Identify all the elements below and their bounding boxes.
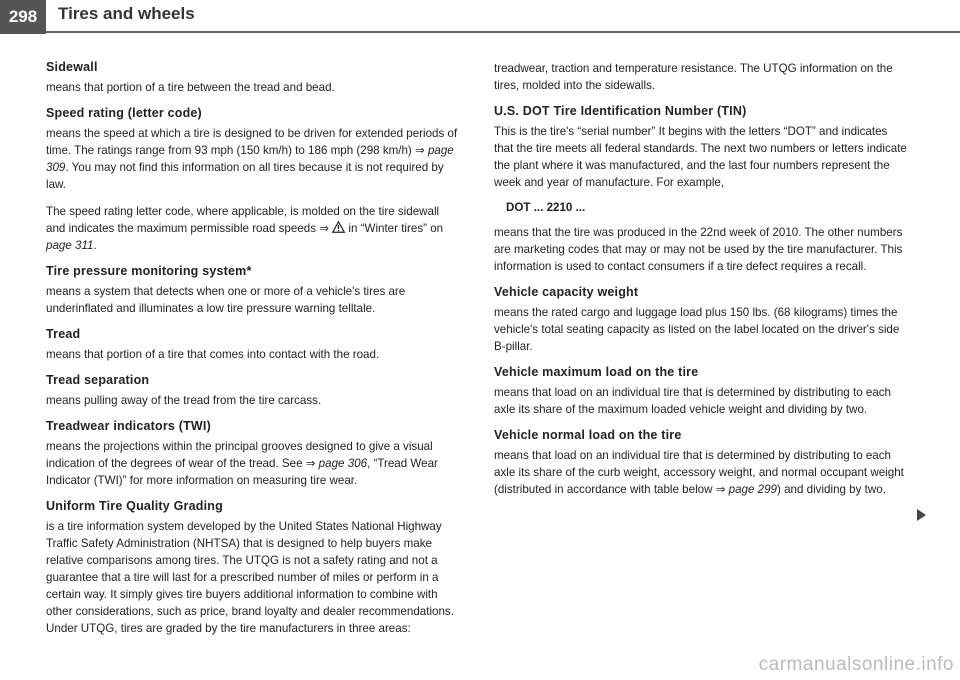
warning-triangle-icon[interactable] [332, 221, 345, 233]
text-speed-rating-2 [46, 203, 460, 254]
section-tread-separation [46, 373, 460, 409]
text-run: , “Tread Wear Indicator (TWI)” for more information on measuring tire wear. [46, 457, 438, 487]
text-run: The speed rating letter code, where applicable, is molded on the tire sidewall and indicates the maximum permissible road speeds ⇒ [46, 205, 440, 235]
watermark: carmanualsonline.info [758, 654, 954, 675]
text-sidewall: means that portion of a tire between the tread and bead. [46, 81, 335, 94]
heading-utqg: Uniform Tire Quality Grading [46, 499, 223, 513]
heading-sidewall: Sidewall [46, 60, 98, 74]
heading-twi: Treadwear indicators (TWI) [46, 419, 211, 433]
text-speed-rating-1 [46, 125, 460, 193]
heading-tpms: Tire pressure monitoring system* [46, 264, 252, 278]
text-utqg-continued: treadwear, traction and temperature resistance. The UTQG information on the tires, molded into the sidewalls. [494, 62, 893, 92]
section-normal-load [494, 428, 908, 498]
heading-capacity-weight: Vehicle capacity weight [494, 285, 639, 299]
text-capacity-weight: means the rated cargo and luggage load plus 150 lbs. (68 kilograms) times the vehicle's total seating capacity as listed on the label located on the driver's side B-pillar. [494, 306, 900, 353]
text-twi [46, 438, 460, 489]
page-ref-306[interactable]: ⇒ page 306 [305, 457, 368, 470]
heading-normal-load: Vehicle normal load on the tire [494, 428, 682, 442]
text-run: in “Winter tires” on [345, 222, 444, 235]
text-run: means the projections within the principal grooves designed to give a visual indication of the degrees of wear of the tread. See [46, 440, 433, 470]
section-tpms [46, 264, 460, 317]
text-tpms: means a system that detects when one or more of a vehicle's tires are underinflated and illuminates a low tire pressure warning telltale. [46, 285, 406, 315]
heading-tread: Tread [46, 327, 81, 341]
chapter-title: Tires and wheels [58, 4, 195, 23]
right-column [494, 60, 908, 508]
heading-tread-separation: Tread separation [46, 373, 150, 387]
text-utqg: is a tire information system developed by the United States National Highway Traffic Safety Administration (NHTSA) that is designed to help buyers make relative comparisons among tires. The UTQG is not a safety rating and not a guarantee that a tire will last for a prescribed number of miles or perform in a certain way. It simply gives tire buyers additional information to combine with other considerations, such as price, brand loyalty and dealer recommendations. Under UTQG, tires are graded by the tire manufacturers in three areas: [46, 520, 454, 635]
page-ref-309[interactable]: ⇒ page 309 [46, 144, 454, 174]
tin-example: DOT ... 2210 ... [506, 201, 586, 214]
section-speed-rating [46, 106, 460, 254]
text-tin-2: means that the tire was produced in the 22nd week of 2010. The other numbers are marketing codes that may or may not be used by the tire manufacturer. This information is used to contact consumers if a tire defect requires a recall. [494, 226, 903, 273]
section-tin [494, 104, 908, 275]
page-number: 298 [0, 0, 46, 34]
text-tread: means that portion of a tire that comes into contact with the road. [46, 348, 380, 361]
section-capacity-weight [494, 285, 908, 355]
text-run: means that load on an individual tire that is determined by distributing to each axle its share of the curb weight, accessory weight, and normal occupant weight (distributed in accordance with table below [494, 449, 904, 496]
section-twi [46, 419, 460, 489]
page-ref-299[interactable]: ⇒ page 299 [715, 483, 777, 496]
text-normal-load [494, 447, 908, 498]
section-tread [46, 327, 460, 363]
page-ref-311[interactable]: page 311 [46, 239, 94, 252]
text-run: ) and dividing by two. [777, 483, 886, 496]
text-max-load: means that load on an individual tire that is determined by distributing to each axle its share of the maximum loaded vehicle weight and dividing by two. [494, 386, 892, 416]
text-tread-separation: means pulling away of the tread from the tire carcass. [46, 394, 322, 407]
continue-arrow-icon[interactable] [917, 509, 926, 521]
heading-max-load: Vehicle maximum load on the tire [494, 365, 699, 379]
section-utqg [46, 499, 460, 637]
text-run: . [93, 239, 97, 252]
heading-tin: U.S. DOT Tire Identification Number (TIN) [494, 104, 747, 118]
text-run: means the speed at which a tire is designed to be driven for extended periods of time. The ratings range from 93 mph (150 km/h) to 186 mph (298 km/h) [46, 127, 458, 157]
header-rule [46, 31, 960, 33]
page-header [0, 0, 960, 34]
section-sidewall [46, 60, 460, 96]
text-run: . You may not find this information on all tires because it is not required by law. [46, 161, 444, 191]
left-column [46, 60, 460, 647]
section-max-load [494, 365, 908, 418]
text-tin: This is the tire's “serial number” It begins with the letters “DOT” and indicates that the tire meets all federal standards. The next two numbers or letters indicate the plant where it was manufactured, and the last four numbers represent the week and year of manufacture. For example, [494, 125, 907, 189]
heading-speed-rating: Speed rating (letter code) [46, 106, 202, 120]
